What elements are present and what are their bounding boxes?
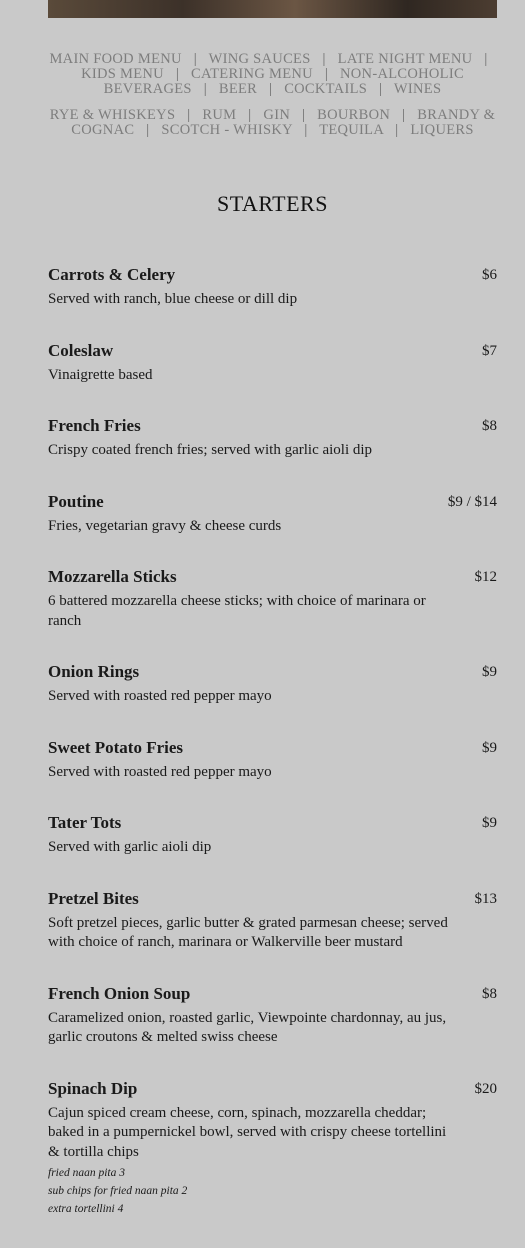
menu-item-extras [48,1164,497,1218]
nav-separator: | [193,51,197,67]
hero-image [48,0,497,18]
menu-item-price: $13 [474,890,497,907]
nav-separator: | [322,51,326,67]
menu-item [48,491,497,537]
menu-item-price: $6 [482,267,497,283]
nav-separator: | [248,107,252,123]
nav-separator: | [187,107,191,123]
menu-nav-spirits [48,108,497,138]
nav-separator: | [395,122,399,138]
menu-item-price: $9 [482,739,497,756]
nav-link[interactable]: BEER [218,81,258,97]
menu-item-description: Vinaigrette based [48,366,153,383]
menu-item-extra: extra tortellini 4 [48,1203,124,1215]
nav-separator: | [302,107,306,123]
nav-separator: | [379,81,383,97]
nav-separator: | [484,51,488,67]
menu-item-price: $20 [474,1080,497,1097]
nav-link[interactable]: NON-ALCOHOLIC BEVERAGES [103,66,464,97]
menu-item [48,1078,497,1219]
menu-item [48,661,497,707]
menu-item-description: Caramelized onion, roasted garlic, Viewpointe chardonnay, au jus, garlic croutons & melted swiss cheese [48,1009,447,1045]
menu-item-name: Spinach Dip [48,1078,138,1098]
nav-separator: | [304,122,308,138]
nav-link[interactable]: TEQUILA [319,122,384,138]
nav-link[interactable]: RYE & WHISKEYS [49,107,176,123]
menu-item-name: Sweet Potato Fries [48,737,184,757]
menu-item-price: $9 [482,815,497,831]
menu-item-description: Served with ranch, blue cheese or dill dip [48,291,298,307]
nav-separator: | [175,66,180,82]
nav-link[interactable]: LATE NIGHT MENU [337,51,473,67]
menu-item [48,340,497,386]
menu-item [48,737,497,783]
nav-link[interactable]: LIQUERS [410,122,474,138]
menu-item [48,888,497,953]
menu-item [48,983,497,1048]
nav-separator: | [146,122,150,138]
nav-separator: | [269,81,273,97]
menu-item-extra: fried naan pita 3 [48,1167,125,1179]
nav-separator: | [324,66,329,82]
menu-item-description: Served with roasted red pepper mayo [48,688,272,704]
menu-item-price: $9 / $14 [447,493,497,510]
menu-item [48,812,497,858]
menu-item-name: Tater Tots [48,813,122,832]
menu-item-price: $8 [482,985,497,1002]
menu-item-list [48,264,497,1248]
menu-item-name: French Fries [48,416,141,435]
menu-item-description: Crispy coated french fries; served with garlic aioli dip [48,442,373,458]
menu-item [48,566,497,631]
menu-item-name: French Onion Soup [48,983,191,1003]
nav-link[interactable]: WING SAUCES [208,51,311,67]
menu-item-name: Onion Rings [48,662,140,681]
nav-separator: | [203,81,207,97]
nav-separator: | [402,107,406,123]
menu-item-description: Fries, vegetarian gravy & cheese curds [48,517,282,534]
menu-item-price: $8 [482,418,497,434]
nav-link[interactable]: MAIN FOOD MENU [49,51,182,67]
menu-item-description: Served with roasted red pepper mayo [48,763,272,780]
menu-item-name: Carrots & Celery [48,265,176,284]
menu-item-name: Poutine [48,491,104,511]
nav-link[interactable]: BOURBON [317,107,391,123]
nav-link[interactable]: COCKTAILS [284,81,368,97]
nav-link[interactable]: WINES [393,81,442,97]
menu-item-description: 6 battered mozzarella cheese sticks; with choice of marinara or ranch [48,593,426,629]
menu-item-price: $9 [482,664,497,680]
menu-item-price: $7 [482,342,497,359]
nav-link[interactable]: BRANDY & COGNAC [71,107,496,138]
nav-link[interactable]: GIN [263,107,291,123]
menu-item-description: Soft pretzel pieces, garlic butter & grated parmesan cheese; served with choice of ranch, marinara or Walkerville beer mustard [48,914,448,950]
menu-item-name: Mozzarella Sticks [48,567,177,586]
menu-item-price: $12 [474,569,497,585]
nav-link[interactable]: SCOTCH - WHISKY [161,122,293,138]
nav-link[interactable]: RUM [202,107,237,123]
menu-item-description: Served with garlic aioli dip [48,839,212,855]
section-title: STARTERS [217,191,328,216]
menu-item-extra: sub chips for fried naan pita 2 [48,1185,188,1197]
nav-link[interactable]: CATERING MENU [191,66,313,82]
menu-nav-food [48,52,497,97]
menu-item [48,264,497,310]
menu-item-name: Coleslaw [48,340,114,360]
menu-item-description: Cajun spiced cream cheese, corn, spinach, mozzarella cheddar; baked in a pumpernickel bowl, served with crispy cheese tortellini & tortilla chips [48,1104,447,1160]
menu-item [48,415,497,461]
nav-link[interactable]: KIDS MENU [81,66,164,82]
menu-item-name: Pretzel Bites [48,888,139,908]
